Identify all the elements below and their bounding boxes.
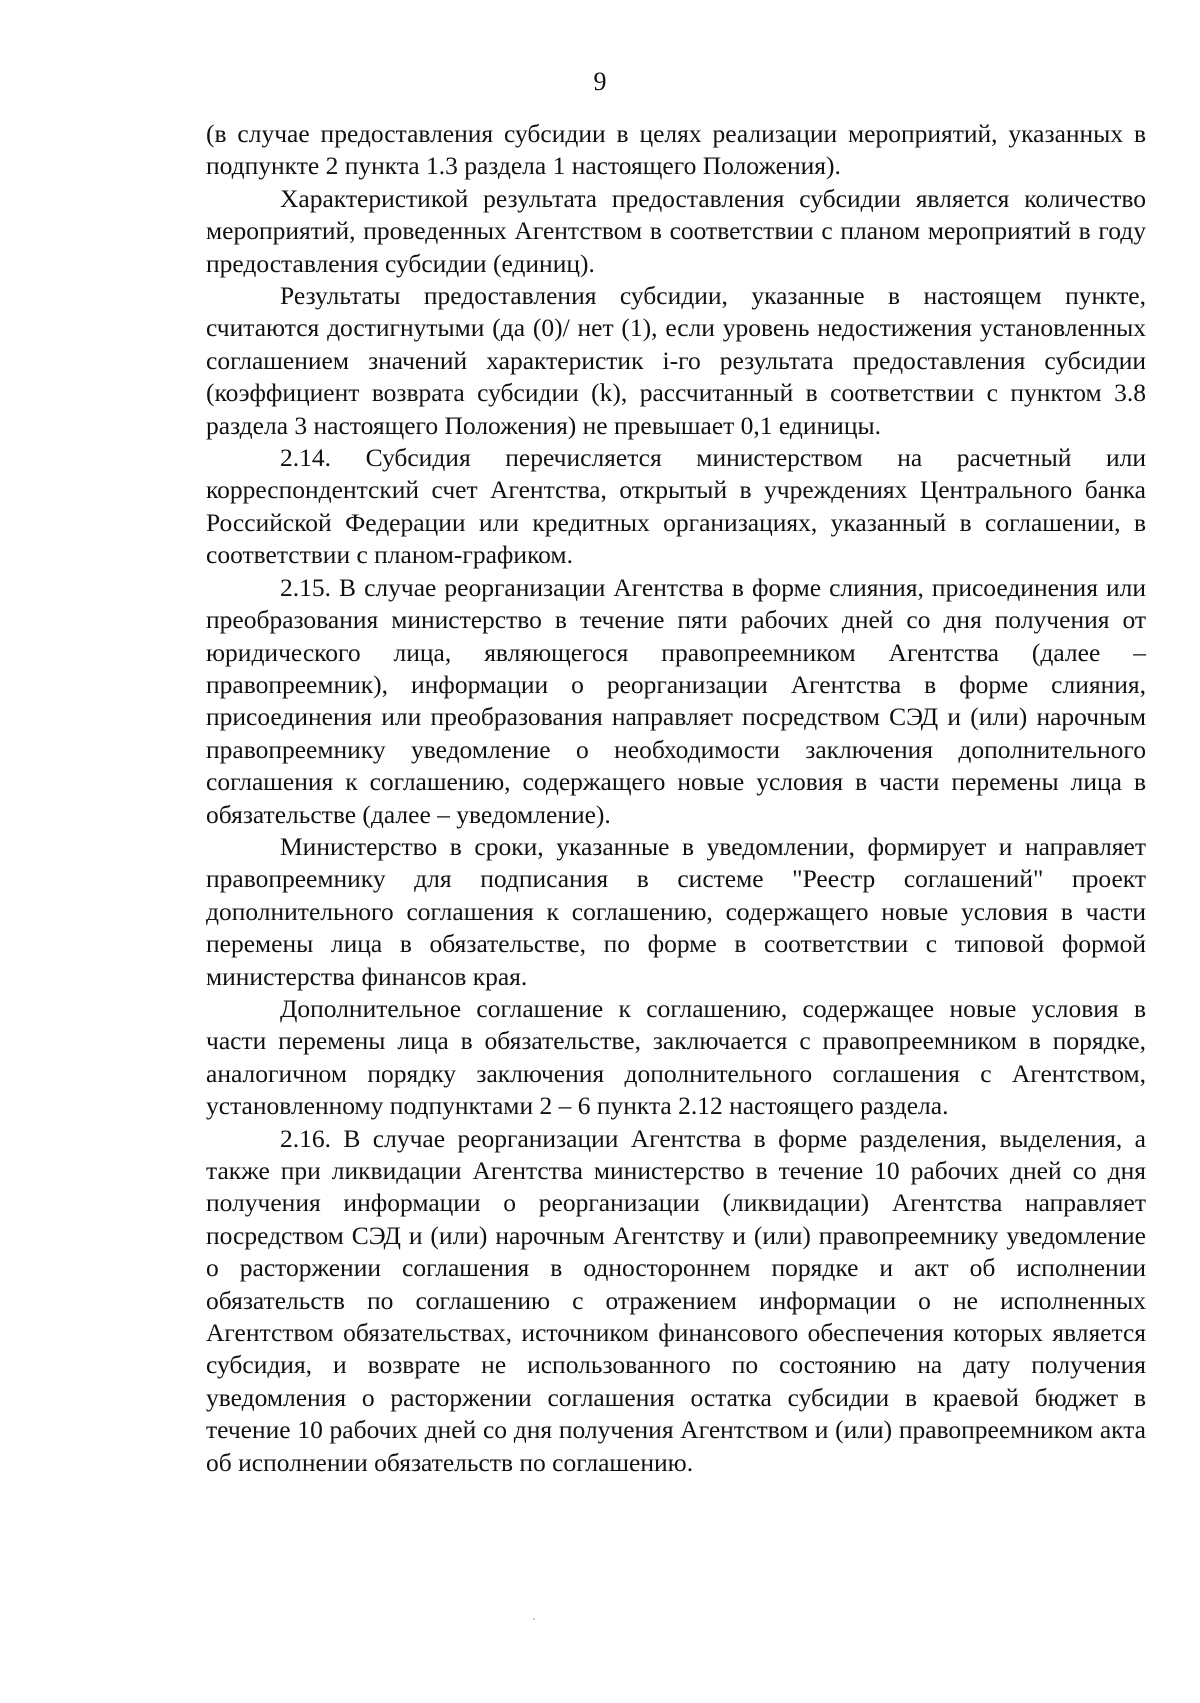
paragraph-2-14: 2.14. Субсидия перечисляется министерством на расчетный или корреспондентский счет Агентства, открытый в учреждениях Центрального банка Российской Федерации или кредитных организациях, указанный в соглашении, в соответствии с планом-графиком.: [206, 443, 1146, 570]
document-body: [206, 118, 1146, 1479]
paragraph-continuation: (в случае предоставления субсидии в целях реализации мероприятий, указанных в подпункте 2 пункта 1.3 раздела 1 настоящего Положения).: [206, 119, 1146, 181]
scan-speck: [533, 1618, 535, 1620]
paragraph-ministry-deadlines: Министерство в сроки, указанные в уведомлении, формирует и направляет правопреемнику для подписания в системе "Реестр соглашений" проект дополнительного соглашения к соглашению, содержащего новые условия в части перемены лица в обязательстве, по форме в соответствии с типовой формой министерства финансов края.: [206, 831, 1146, 991]
paragraph-2-16: 2.16. В случае реорганизации Агентства в форме разделения, выделения, а также при ликвидации Агентства министерство в течение 10 рабочих дней со дня получения информации о реорганизации (ликвидации) Агентства направляет посредством СЭД и (или) нарочным Агентству и (или) правопреемнику уведомление о расторжении соглашения в одностороннем порядке и акт об исполнении обязательств по соглашению с отражением информации о не исполненных Агентством обязательствах, источником финансового обеспечения которых является субсидия, и возврате не использованного по состоянию на дату получения уведомления о расторжении соглашения остатка субсидии в краевой бюджет в течение 10 рабочих дней со дня получения Агентством и (или) правопреемником акта об исполнении обязательств по соглашению.: [206, 1123, 1146, 1477]
paragraph-results-achieved: Результаты предоставления субсидии, указанные в настоящем пункте, считаются достигнутыми (да (0)/ нет (1), если уровень недостижения установленных соглашением значений характеристик i-го результата предоставления субсидии (коэффициент возврата субсидии (k), рассчитанный в соответствии с пунктом 3.8 раздела 3 настоящего Положения) не превышает 0,1 единицы.: [206, 281, 1146, 440]
paragraph-additional-agreement: Дополнительное соглашение к соглашению, содержащее новые условия в части перемены лица в обязательстве, заключается с правопреемником в порядке, аналогичном порядку заключения дополнительного соглашения с Агентством, установленному подпунктами 2 – 6 пункта 2.12 настоящего раздела.: [206, 993, 1146, 1121]
paragraph-result-characteristic: Характеристикой результата предоставления субсидии является количество мероприятий, проведенных Агентством в соответствии с планом мероприятий в году предоставления субсидии (единиц).: [206, 183, 1146, 278]
page-number: 9: [593, 67, 607, 96]
paragraph-2-15: 2.15. В случае реорганизации Агентства в форме слияния, присоединения или преобразования министерство в течение пяти рабочих дней со дня получения от юридического лица, являющегося правопреемником Агентства (далее – правопреемник), информации о реорганизации Агентства в форме слияния, присоединения или преобразования направляет посредством СЭД и (или) нарочным правопреемнику уведомление о необходимости заключения дополнительного соглашения к соглашению, содержащего новые условия в части перемены лица в обязательстве (далее – уведомление).: [206, 572, 1146, 829]
